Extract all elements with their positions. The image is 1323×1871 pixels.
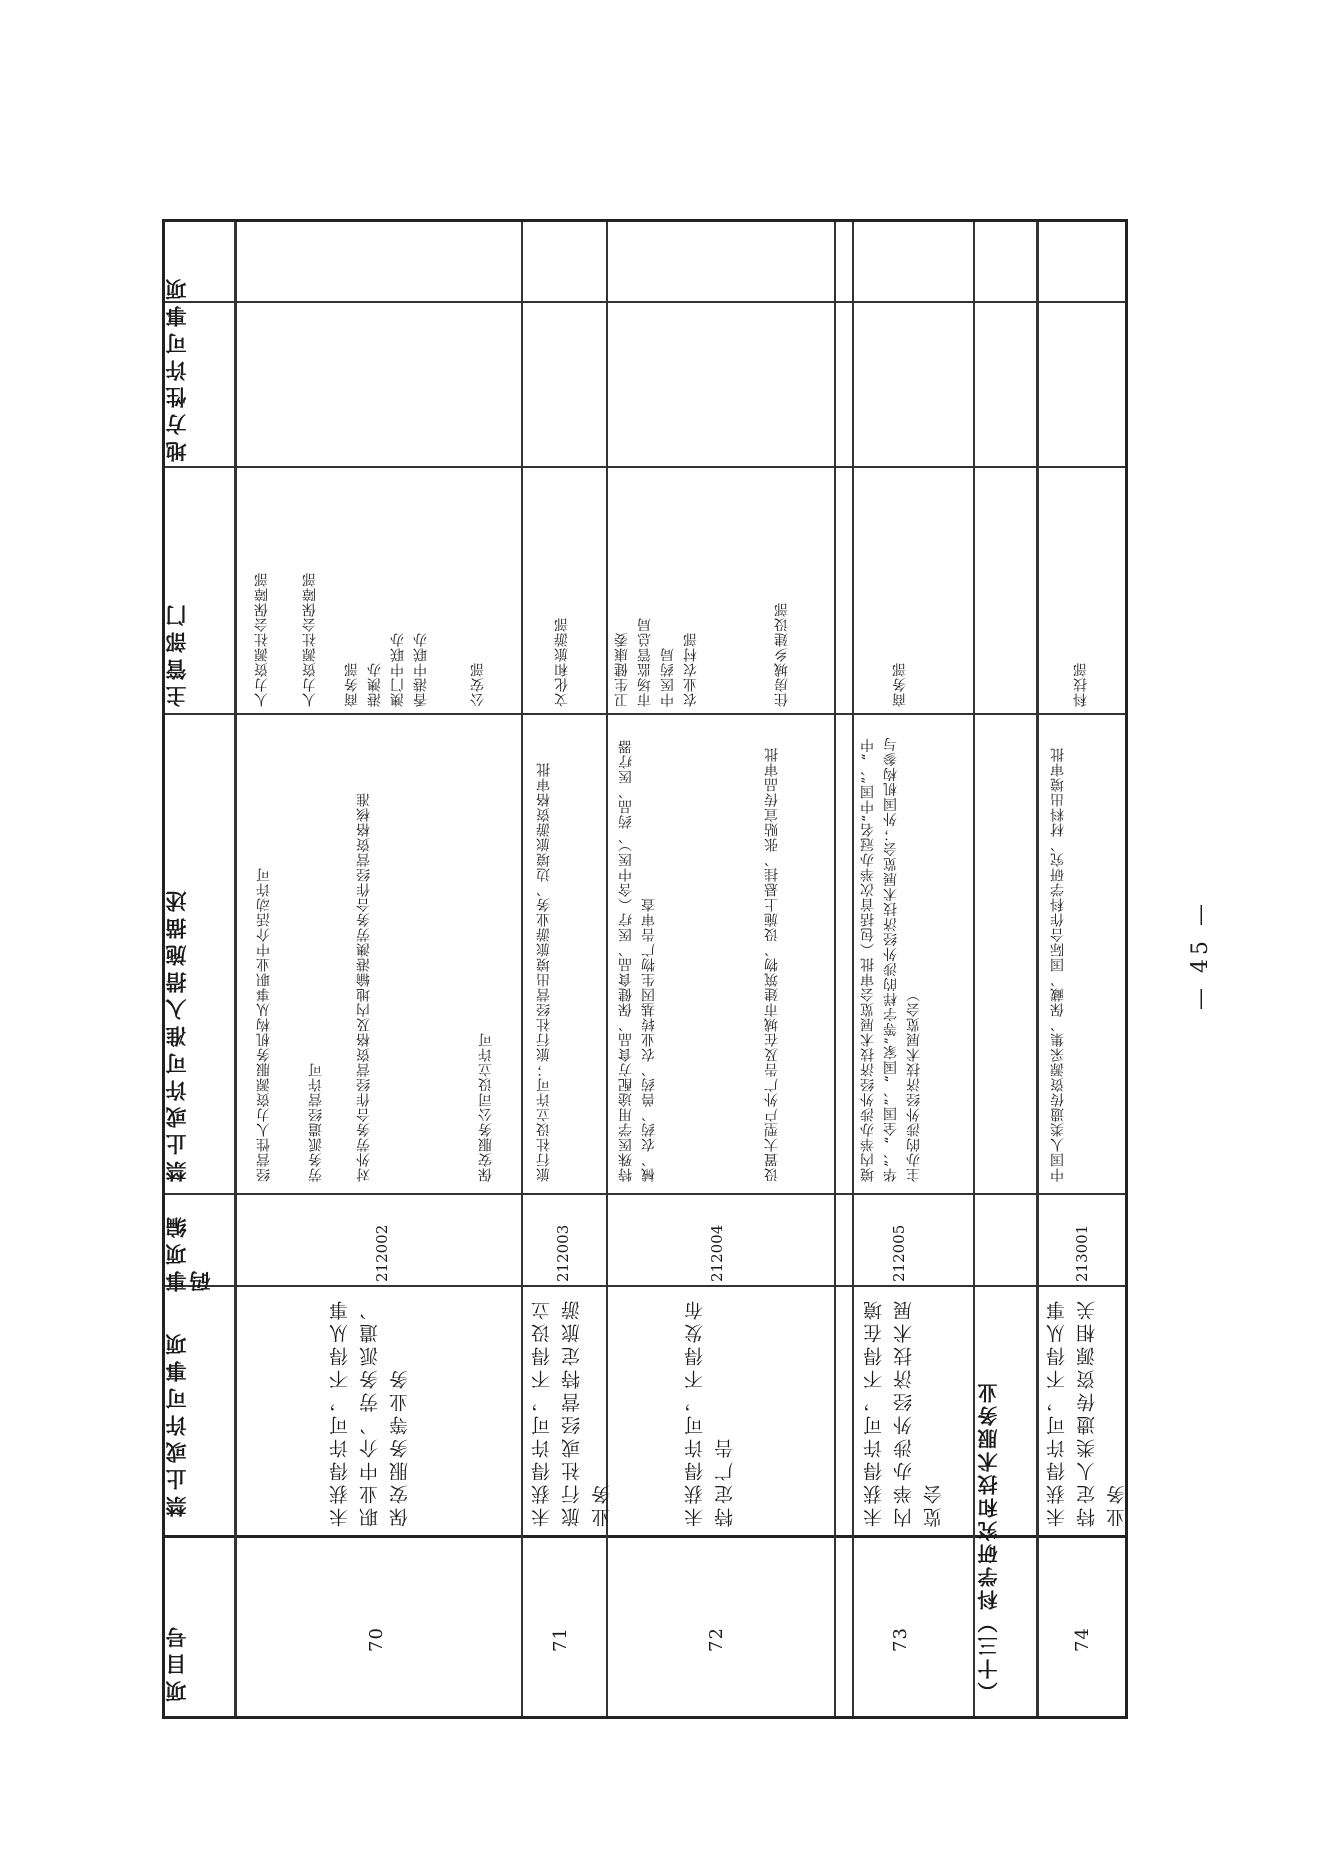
header-item: 禁止或许可事项 xyxy=(165,1328,189,1517)
row-70-item: 未获得许可，不得从事职业中介、劳务派遣、保安服务等业务 xyxy=(329,1297,411,1527)
row-70-dept-2: 人力资源社会保障部 xyxy=(302,572,318,707)
row-71-code: 212003 xyxy=(554,1224,572,1282)
row-71-no: 71 xyxy=(550,1627,571,1652)
row-72-no: 72 xyxy=(706,1627,727,1652)
row-71-item: 未获得许可，不得设立旅行社或经营特定旅游业务 xyxy=(531,1297,613,1527)
header-code: 事项编码 xyxy=(165,1211,213,1292)
row-70-dept-1: 人力资源社会保障部 xyxy=(254,572,270,707)
row-70-measure-1: 经营性人力资源服务机构从事职业中介活动许可 xyxy=(256,867,272,1182)
row-70-measure-3: 对外劳务合作经营资格及内地输港澳劳务合作经营资格核准 xyxy=(356,792,372,1182)
header-local: 地方性许可事项 xyxy=(165,273,189,462)
row-73-no: 73 xyxy=(890,1627,911,1652)
row-73-code: 212005 xyxy=(890,1224,908,1282)
row-71-dept-1: 文化和旅游部 xyxy=(554,617,570,707)
row-73-measure-1: 境内举办涉外经济技术展览会审批（包括首次举办冠名“中国”、“中华”、“全国”、“国家”等字样的涉外经济技术展览会；外国机构参与主办的涉外经济技术展览会） xyxy=(860,736,922,1182)
row-74-item: 未获得许可，不得从事特定人类遗传资源相关业务 xyxy=(1046,1297,1128,1527)
row-74-dept: 科技部 xyxy=(1073,662,1089,707)
row-70-dept-3: 商务部 港澳办 澳门中联办 香港中联办 xyxy=(344,632,429,707)
row-74-no: 74 xyxy=(1072,1627,1093,1652)
row-72-measure-2: 设置大型户外广告及在城市建筑物、设施上悬挂、张贴宣传品审批 xyxy=(764,747,780,1182)
row-70-measure-4: 保安服务公司设立许可 xyxy=(478,1032,494,1182)
license-table xyxy=(162,219,1128,1719)
section-title: （十三）科学研究和技术服务业 xyxy=(977,1380,1001,1702)
row-74-measure: 中国人类遗传资源采集、保藏、国际合作科学研究、材料出境审批 xyxy=(1050,747,1066,1182)
row-72-measure-1: 特殊医学用途配方食品、保健食品、医疗（含中医）、药品、医疗器械、农药、兽药、农业转基因生物广告审查 xyxy=(618,739,657,1182)
header-project-no: 项目号 xyxy=(165,1621,189,1702)
row-72-code: 212004 xyxy=(708,1224,726,1282)
page-number: — 45 — xyxy=(1188,900,1213,1010)
row-70-no: 70 xyxy=(366,1627,387,1652)
row-71-measure-1: 旅行社设立许可；旅行社经营出境旅游业务、边境旅游资格审批 xyxy=(536,762,552,1182)
row-72-dept-1: 卫生健康委 市场监管总局 中医药局 农业农村部 xyxy=(614,617,699,707)
header-description: 禁止或许可准入措施描述 xyxy=(165,885,189,1182)
row-72-dept-2: 住房城乡建设部 xyxy=(774,602,790,707)
row-74-code: 213001 xyxy=(1073,1224,1091,1282)
row-70-measure-2: 劳务派遣经营许可 xyxy=(308,1062,324,1182)
row-73-item: 未获得许可，不得在境内举办涉外经济技术展览会 xyxy=(863,1297,945,1527)
row-70-code: 212002 xyxy=(373,1224,391,1282)
row-73-dept-1: 商务部 xyxy=(892,662,908,707)
header-department: 主管部门 xyxy=(165,599,189,707)
row-72-item: 未获得许可，不得发布特定广告 xyxy=(684,1297,736,1527)
row-70-dept-4: 公安部 xyxy=(470,662,486,707)
